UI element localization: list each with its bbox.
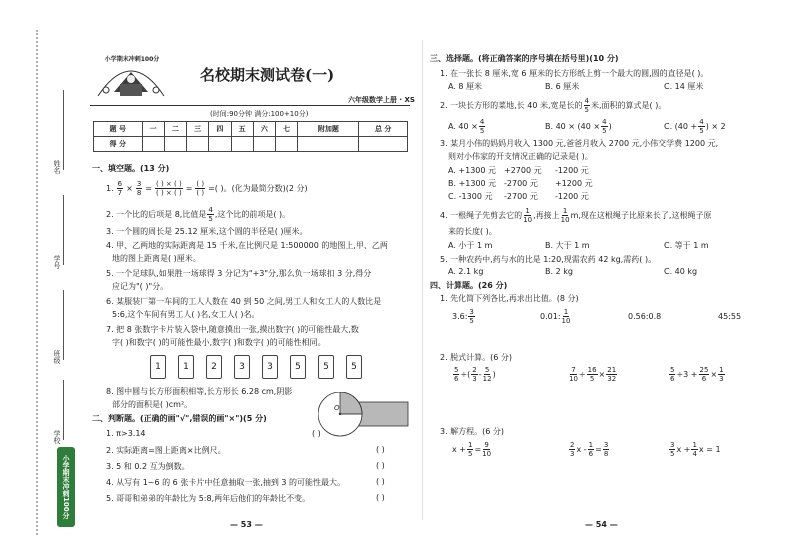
- option-value: -1200 元: [555, 192, 589, 201]
- option-text: ): [608, 122, 612, 131]
- calc-frac: $\frac{5}{6}$: [454, 366, 459, 383]
- q2-text: 2. 一块长方形的菜地,长 40 米,宽是长的: [440, 101, 583, 110]
- choice-q4: [440, 207, 711, 224]
- page-title: 名校期末测试卷(一): [200, 66, 335, 84]
- score-row-label: 得 分: [94, 137, 143, 152]
- page-gutter: [422, 40, 423, 520]
- choice-option[interactable]: A. 2.1 kg: [448, 267, 484, 276]
- option-value: +2700 元: [504, 166, 542, 175]
- calc-q3: 3. 解方程。(6 分): [440, 427, 505, 436]
- fill-q5-line1: 5. 一个足球队,如果胜一场球得 3 分记为"+3"分,那么负一场球扣 3 分,得分: [106, 269, 372, 278]
- option-frac: $\frac{4}{5}$: [479, 118, 485, 135]
- calc-frac: $\frac{2}{3}$: [472, 366, 477, 383]
- score-cell[interactable]: [209, 137, 231, 152]
- choice-option[interactable]: C. 40 kg: [664, 267, 698, 276]
- option-value: +1200 元: [555, 179, 593, 188]
- q4-frac-2: $\frac{1}{10}$: [560, 207, 570, 224]
- answer-paren[interactable]: ( ): [376, 477, 385, 486]
- option-value: -2700 元: [504, 179, 538, 188]
- option-text: B. 40 × (40 ×: [545, 122, 601, 131]
- choice-option[interactable]: B. +1300 元: [448, 179, 497, 188]
- option-value: -1200 元: [555, 166, 589, 175]
- section-2-title: 二、判断题。(正确的画"√",错误的画"×")(5 分): [92, 414, 267, 423]
- eq-frac: $\frac{2}{3}$: [570, 441, 575, 458]
- q1-tail: =( )。(化为最简分数)(2 分): [208, 184, 308, 193]
- choice-option[interactable]: [664, 118, 726, 135]
- q2-frac: $\frac{4}{5}$: [208, 206, 213, 223]
- answer-paren[interactable]: ( ): [376, 493, 385, 502]
- score-cell[interactable]: [253, 137, 275, 152]
- ratio-item: 0.56:0.8: [628, 312, 662, 321]
- fill-q4-line2: 地的图上距离是( )厘米。: [112, 254, 201, 263]
- calc-q1: 1. 先化简下列各比,再求出比值。(8 分): [440, 294, 579, 303]
- name-write-line[interactable]: [63, 90, 64, 170]
- ratio-text: 3.6:: [452, 312, 468, 321]
- answer-paren[interactable]: ( ): [312, 429, 321, 438]
- number-card: 1: [150, 355, 166, 379]
- school-write-line[interactable]: [63, 380, 64, 440]
- judge-item: 2. 实际距离=图上距离×比例尺。: [106, 446, 226, 455]
- fill-q8-line2: 部分的面积是( )cm²。: [112, 400, 193, 409]
- q1-prefix: 1.: [106, 184, 114, 193]
- eq-frac: $\frac{1}{6}$: [588, 441, 594, 458]
- choice-option[interactable]: A. +1300 元: [448, 166, 497, 175]
- eq-text: =: [474, 445, 482, 454]
- margin-label-class: 班级: [53, 350, 61, 364]
- margin-label-school: 学校: [53, 430, 61, 444]
- score-cell[interactable]: [298, 137, 359, 152]
- option-text: C. (40 +: [664, 122, 698, 131]
- circle-rectangle-figure: [318, 392, 410, 440]
- q1-frac-d[interactable]: $\frac{( )}{( )}$: [196, 180, 205, 197]
- choice-q3-line2: 则对小伟家的开支情况正确的记录是( )。: [448, 152, 593, 161]
- answer-paren[interactable]: ( ): [376, 461, 385, 470]
- choice-option[interactable]: B. 2 kg: [545, 267, 573, 276]
- score-header-cell: 三: [187, 122, 209, 137]
- fill-q5-line2: 应记为"( )"分。: [112, 282, 169, 291]
- score-cell[interactable]: [359, 137, 408, 152]
- series-badge: 小学期末冲刺100分: [57, 447, 75, 527]
- ratio-item: [452, 308, 476, 325]
- circle-center-label: O: [334, 404, 340, 412]
- binding-margin: [0, 0, 80, 560]
- score-header-cell: 一: [142, 122, 164, 137]
- judge-item: 5. 哥哥和弟弟的年龄比为 5:8,两年后他们的年龄比不变。: [106, 494, 311, 503]
- equation: [568, 441, 610, 458]
- choice-q5: 5. 一种农药中,药与水的比是 1:20,现需农药 42 kg,需药( )。: [440, 255, 657, 264]
- times-sign: ×: [126, 184, 133, 193]
- equation: [668, 441, 721, 458]
- equals-sign: =: [145, 184, 152, 193]
- choice-option[interactable]: [545, 118, 612, 135]
- fill-q2: [106, 206, 290, 223]
- ratio-text: 0.01:: [540, 312, 561, 321]
- logo-arc-text: 小学期末冲刺100分: [104, 56, 160, 63]
- calc-op: ): [492, 370, 496, 379]
- calc-frac: $\frac{16}{5}$: [587, 366, 597, 383]
- choice-q2: [440, 97, 666, 114]
- eq-text: =: [595, 445, 602, 454]
- class-write-line[interactable]: [63, 290, 64, 360]
- eq-text: x +: [452, 445, 466, 454]
- eq-text: x -: [576, 445, 587, 454]
- calc-op: ÷: [578, 370, 586, 379]
- fill-q7-line2: 字( )和数字( )的可能性最小,数字( )和数字( )的可能性相同。: [112, 338, 326, 347]
- choice-option[interactable]: B. 6 厘米: [545, 82, 580, 91]
- q4-text: 4. 一根绳子先剪去它的: [440, 211, 523, 220]
- calc-frac: $\frac{1}{3}$: [719, 366, 724, 383]
- score-cell[interactable]: [164, 137, 186, 152]
- fill-q1: [106, 180, 308, 197]
- ratio-frac: $\frac{3}{5}$: [469, 308, 474, 325]
- option-frac: $\frac{4}{5}$: [602, 118, 607, 135]
- choice-option[interactable]: A. 小于 1 m: [448, 241, 493, 250]
- fill-q7-line1: 7. 把 8 张数字卡片装入袋中,随意摸出一张,摸出数字( )的可能性最大,数: [106, 325, 359, 334]
- grade-subtitle: 六年级数学上册 · XS: [348, 96, 415, 104]
- ratio-item: [540, 308, 571, 325]
- margin-label-id: 学号: [53, 255, 61, 269]
- binding-dotted-line: [36, 30, 38, 535]
- option-text: A. 40 ×: [448, 122, 478, 131]
- equals-sign: =: [185, 184, 193, 193]
- answer-paren[interactable]: ( ): [376, 445, 385, 454]
- calc-op: ÷3 +: [676, 370, 698, 379]
- eq-text: x = 1: [698, 445, 721, 454]
- choice-option[interactable]: C. 14 厘米: [664, 82, 704, 91]
- choice-option[interactable]: [448, 118, 486, 135]
- section-3-title: 三、选择题。(将正确答案的序号填在括号里)(10 分): [430, 54, 619, 63]
- calc-frac: $\frac{21}{32}$: [607, 366, 617, 383]
- calc-q2: 2. 脱式计算。(6 分): [440, 353, 513, 362]
- score-cell[interactable]: [276, 137, 298, 152]
- calc-frac: $\frac{5}{6}$: [670, 366, 675, 383]
- score-header-cell: 六: [253, 122, 275, 137]
- time-info: (时间:90分钟 满分:100+10分): [210, 110, 309, 118]
- choice-q3-line1: 3. 某月小伟的妈妈月收入 1300 元,爸爸月收入 2700 元,小伟交学费 1200 元,: [440, 139, 719, 148]
- q1-frac-b: $\frac{3}{8}$: [136, 180, 142, 197]
- judge-item: 1. π>3.14: [106, 429, 146, 438]
- score-cell[interactable]: [142, 137, 164, 152]
- ratio-frac: $\frac{1}{10}$: [561, 308, 571, 325]
- fill-q4-line1: 4. 甲、乙两地的实际距离是 15 千米,在比例尺是 1:500000 的地图上,甲、乙两: [106, 241, 388, 250]
- eq-frac: $\frac{3}{8}$: [603, 441, 609, 458]
- score-header-cell: 二: [164, 122, 186, 137]
- choice-option[interactable]: B. 大于 1 m: [545, 241, 590, 250]
- eq-frac: $\frac{1}{5}$: [467, 441, 473, 458]
- number-card: 2: [206, 355, 222, 379]
- score-table: [93, 121, 408, 152]
- score-table-score-row: [94, 137, 408, 152]
- score-header-cell: 四: [209, 122, 231, 137]
- q4-mid: ,再接上: [533, 211, 560, 220]
- calc-op: ×: [710, 370, 718, 379]
- number-card: 5: [346, 355, 362, 379]
- id-write-line[interactable]: [63, 195, 64, 265]
- title-rule: [90, 105, 410, 106]
- score-table-header-row: [94, 122, 408, 137]
- choice-option[interactable]: C. 等于 1 m: [664, 241, 709, 250]
- calc-frac: $\frac{25}{6}$: [699, 366, 709, 383]
- equation: [452, 441, 492, 458]
- q4-frac-1: $\frac{1}{10}$: [523, 207, 533, 224]
- page-number-left: — 53 —: [230, 520, 263, 529]
- option-value: -2700 元: [504, 192, 538, 201]
- score-header-cell: 附加题: [298, 122, 359, 137]
- calc-expression: [452, 366, 496, 383]
- choice-q4-line2: 来的长度( )。: [448, 227, 497, 236]
- q1-frac-c[interactable]: $\frac{( ) \times ( )}{( ) \times ( )}$: [155, 180, 182, 197]
- calc-op: ×: [598, 370, 606, 379]
- score-header-cell: 七: [276, 122, 298, 137]
- series-logo: [92, 52, 170, 102]
- fill-q6-line2: 5:6,这个车间有男工人( )名,女工人( )名。: [112, 310, 260, 319]
- choice-option[interactable]: C. -1300 元: [448, 192, 493, 201]
- eq-frac: $\frac{9}{10}$: [482, 441, 492, 458]
- calc-expression: [668, 366, 726, 383]
- eq-text: x +: [676, 445, 691, 454]
- calc-op: -: [478, 370, 482, 379]
- calc-frac: $\frac{7}{10}$: [569, 366, 578, 383]
- score-cell[interactable]: [231, 137, 253, 152]
- number-card: 5: [318, 355, 334, 379]
- score-cell[interactable]: [187, 137, 209, 152]
- calc-expression: [568, 366, 618, 383]
- calc-op: ÷(: [460, 370, 471, 379]
- q4-tail: m,现在这根绳子比原来长了,这根绳子原: [570, 211, 712, 220]
- option-text: ) × 2: [705, 122, 726, 131]
- section-1-title: 一、填空题。(13 分): [92, 164, 170, 173]
- fill-q8-line1: 8. 图中圆与长方形面积相等,长方形长 6.28 cm,阴影: [106, 387, 293, 396]
- number-card: 3: [262, 355, 278, 379]
- option-frac: $\frac{4}{5}$: [699, 118, 704, 135]
- ratio-item: 45:55: [718, 312, 742, 321]
- score-header-cell: 总 分: [359, 122, 408, 137]
- number-card: 3: [234, 355, 250, 379]
- score-header-cell: 五: [231, 122, 253, 137]
- judge-item: 4. 从写有 1~6 的 6 张卡片中任意抽取一张,抽到 3 的可能性最大。: [106, 478, 346, 487]
- calc-frac: $\frac{5}{12}$: [482, 366, 492, 383]
- number-card: 5: [290, 355, 306, 379]
- eq-frac: $\frac{1}{4}$: [692, 441, 697, 458]
- margin-label-name: 姓名: [53, 160, 61, 174]
- score-header-cell: 题 号: [94, 122, 143, 137]
- eq-frac: $\frac{3}{5}$: [670, 441, 675, 458]
- fill-q3: 3. 一个圆的周长是 25.12 厘米,这个圆的半径是( )厘米。: [106, 227, 308, 236]
- q2-tail: 米,面积的算式是( )。: [591, 101, 667, 110]
- q2-frac: $\frac{4}{5}$: [584, 97, 589, 114]
- q2-text: 2. 一个比的后项是 8,比值是: [106, 210, 207, 219]
- choice-option[interactable]: A. 8 厘米: [448, 82, 483, 91]
- choice-q1: 1. 在一张长 8 厘米,宽 6 厘米的长方形纸上剪一个最大的圆,圆的直径是( )。: [440, 69, 709, 78]
- page-number-right: — 54 —: [585, 520, 618, 529]
- fill-q6-line1: 6. 某服装厂第一车间的工人人数在 40 到 50 之间,男工人和女工人的人数比是: [106, 297, 382, 306]
- q2-tail: ,这个比的前项是( )。: [214, 210, 291, 219]
- q1-frac-a: $\frac{6}{7}$: [117, 180, 123, 197]
- number-card: 1: [178, 355, 194, 379]
- judge-item: 3. 5 和 0.2 互为倒数。: [106, 462, 190, 471]
- section-4-title: 四、计算题。(26 分): [430, 281, 508, 290]
